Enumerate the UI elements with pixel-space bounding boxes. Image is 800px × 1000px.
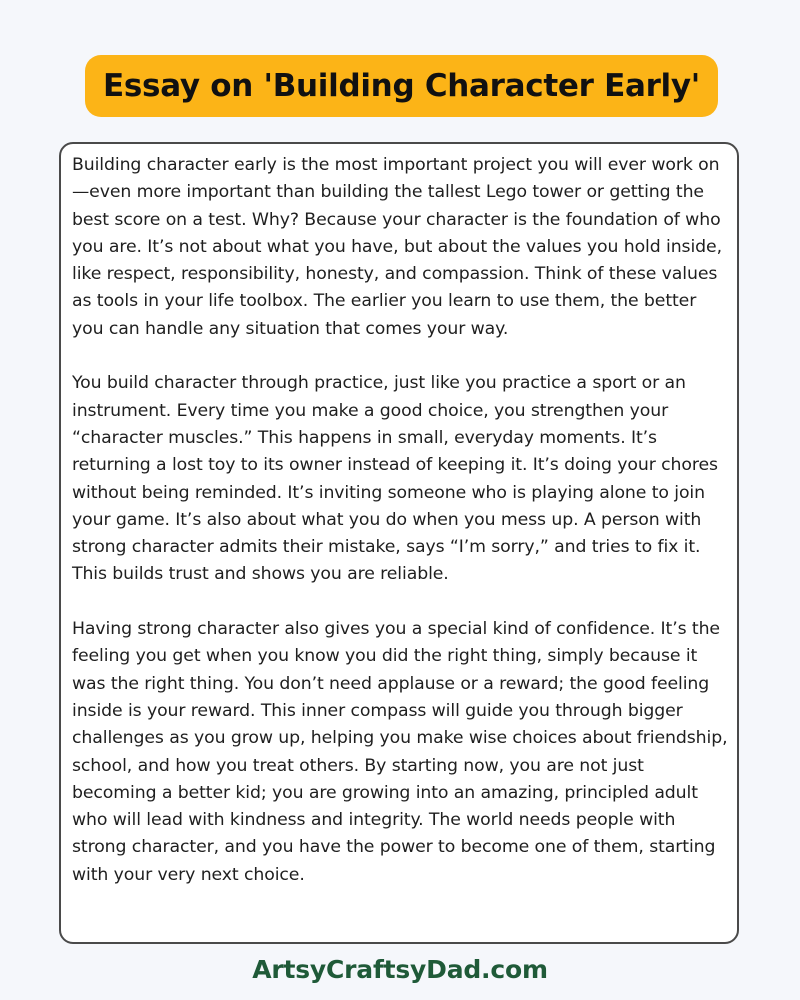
essay-paragraph-3: Having strong character also gives you a special kind of confidence. It’s the feeling you get when you know you did the right thing, simply because it was the right thing. You don’t need applause or a reward; the good feeling inside is your reward. This inner compass will guide you through bigger challenges as you grow up, helping you make wise choices about friendship, school, and how you treat others. By starting now, you are not just becoming a better kid; you are growing into an amazing, principled adult who will lead with kindness and integrity. The world needs people with strong character, and you have the power to become one of them, starting with your very next choice. — [72, 619, 728, 885]
essay-paragraph-2: You build character through practice, just like you practice a sport or an instrument. Every time you make a good choice, you strengthen your “character muscles.” This happens in small, everyday moments. It’s returning a lost toy to its owner instead of keeping it. It’s doing your chores without being reminded. It’s inviting someone who is playing alone to join your game. It’s also about what you do when you mess up. A person with strong character admits their mistake, says “I’m sorry,” and tries to fix it. This builds trust and shows you are reliable. — [72, 373, 718, 585]
footer-website: ArtsyCraftsyDad.com — [252, 955, 548, 984]
essay-paragraph-1: Building character early is the most important project you will ever work on—even more important than building the tallest Lego tower or getting the best score on a test. Why? Because your character is the foundation of who you are. It’s not about what you have, but about the values you hold inside, like respect, responsibility, honesty, and compassion. Think of these values as tools in your life toolbox. The earlier you learn to use them, the better you can handle any situation that comes your way. — [72, 155, 722, 339]
title-banner — [85, 55, 718, 117]
essay-card — [59, 142, 739, 944]
page-title: Essay on 'Building Character Early' — [103, 68, 700, 104]
